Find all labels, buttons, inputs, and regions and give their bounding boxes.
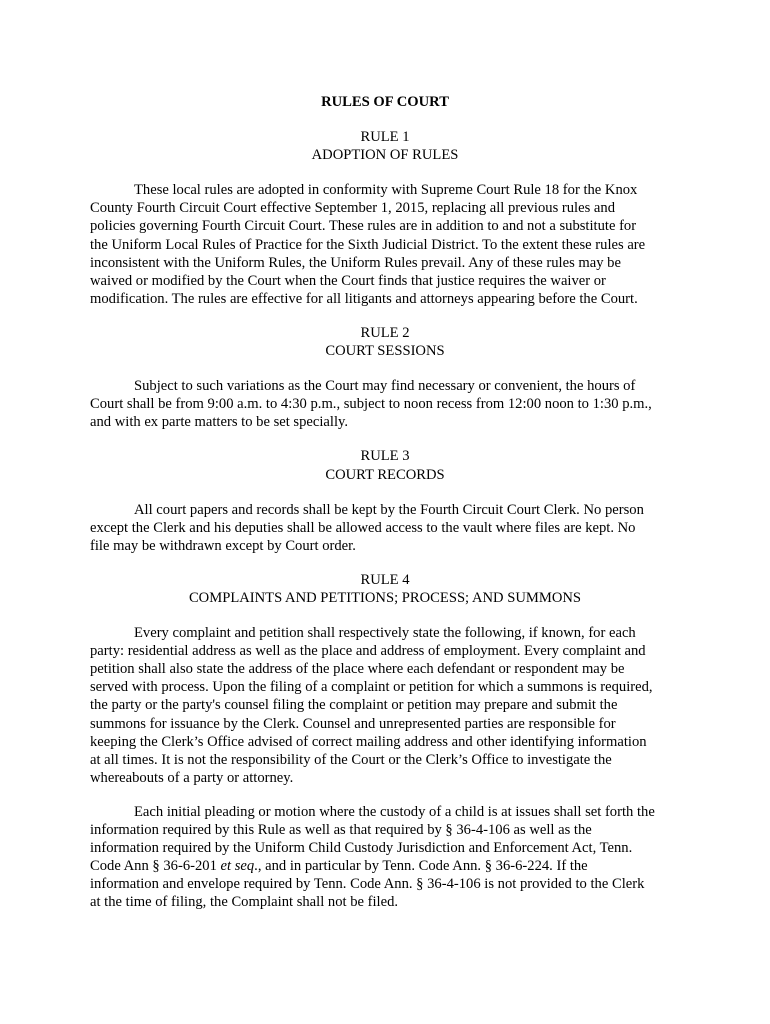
text-line: served with process. Upon the filing of a complaint or petition for which a summons is required, <box>90 679 653 696</box>
text-line: Subject to such variations as the Court may find necessary or convenient, the hours of <box>134 378 636 395</box>
text-line: County Fourth Circuit Court effective September 1, 2015, replacing all previous rules and <box>90 200 615 217</box>
italic-text: et seq <box>220 858 255 875</box>
text-line: file may be withdrawn except by Court order. <box>90 537 356 554</box>
text-line: summons for issuance by the Clerk. Counsel and unrepresented parties are responsible for <box>90 715 616 732</box>
text-line: inconsistent with the Uniform Rules, the Uniform Rules prevail. Any of these rules may be <box>90 254 621 271</box>
text-line: keeping the Clerk’s Office advised of correct mailing address and other identifying information <box>90 733 647 750</box>
rule-4-heading <box>90 571 680 607</box>
text-line: party: residential address as well as the place and address of employment. Every complaint and <box>90 643 646 660</box>
document-page <box>90 93 680 927</box>
rule-4-paragraph-1 <box>90 624 680 787</box>
text-line: whereabouts of a party or attorney. <box>90 769 294 786</box>
text-line: at all times. It is not the responsibility of the Court or the Clerk’s Office to investigate the <box>90 751 612 768</box>
rule-number: RULE 2 <box>360 324 410 341</box>
rule-number: RULE 3 <box>360 448 410 465</box>
rule-number: RULE 1 <box>360 129 410 146</box>
rule-title: COURT SESSIONS <box>325 343 445 360</box>
text-line: All court papers and records shall be kept by the Fourth Circuit Court Clerk. No person <box>134 501 644 518</box>
rule-title: COMPLAINTS AND PETITIONS; PROCESS; AND SUMMONS <box>188 589 582 606</box>
rule-1-paragraph <box>90 181 680 308</box>
text-line: at the time of filing, the Complaint shall not be filed. <box>90 894 399 911</box>
rule-3-paragraph <box>90 501 680 555</box>
rule-number: RULE 4 <box>360 571 410 588</box>
text-line: These local rules are adopted in conformity with Supreme Court Rule 18 for the Knox <box>134 182 638 199</box>
text-line: Each initial pleading or motion where the custody of a child is at issues shall set forth the <box>134 803 655 820</box>
text-segment: ., and in particular by Tenn. Code Ann. § 36-6-224. If the <box>254 858 588 875</box>
rule-4-paragraph-2 <box>90 803 680 912</box>
text-line: modification. The rules are effective for all litigants and attorneys appearing before the Court. <box>90 290 638 307</box>
text-line: Court shall be from 9:00 a.m. to 4:30 p.m., subject to noon recess from 12:00 noon to 1:30 p.m., <box>90 396 652 413</box>
rule-2-paragraph <box>90 377 680 431</box>
text-line <box>90 857 680 875</box>
text-line: the Uniform Local Rules of Practice for the Sixth Judicial District. To the extent these rules are <box>90 236 646 253</box>
document-title: RULES OF COURT <box>321 94 449 110</box>
rule-1-heading <box>90 128 680 164</box>
text-line: petition shall also state the address of the place where each defendant or respondent may be <box>90 661 625 678</box>
text-line: waived or modified by the Court when the Court finds that justice requires the waiver or <box>90 272 606 289</box>
rule-2-heading <box>90 324 680 360</box>
text-line: policies governing Fourth Circuit Court. These rules are in addition to and not a substitute for <box>90 218 637 235</box>
rule-title: ADOPTION OF RULES <box>311 147 459 164</box>
text-segment: Code Ann § 36-6-201 <box>90 858 221 875</box>
text-line: information and envelope required by Tenn. Code Ann. § 36-4-106 is not provided to the Clerk <box>90 876 645 893</box>
rule-3-heading <box>90 447 680 483</box>
text-line: information required by this Rule as well as that required by § 36-4-106 as well as the <box>90 822 592 838</box>
text-line: Every complaint and petition shall respectively state the following, if known, for each <box>134 625 636 642</box>
rule-title: COURT RECORDS <box>325 466 445 483</box>
text-line: the party or the party's counsel filing the complaint or petition may prepare and submit the <box>90 697 618 714</box>
text-line: except the Clerk and his deputies shall be allowed access to the vault where files are kept. No <box>90 519 636 536</box>
text-line: information required by the Uniform Child Custody Jurisdiction and Enforcement Act, Tenn. <box>90 840 633 857</box>
text-line: and with ex parte matters to be set specially. <box>90 414 349 431</box>
